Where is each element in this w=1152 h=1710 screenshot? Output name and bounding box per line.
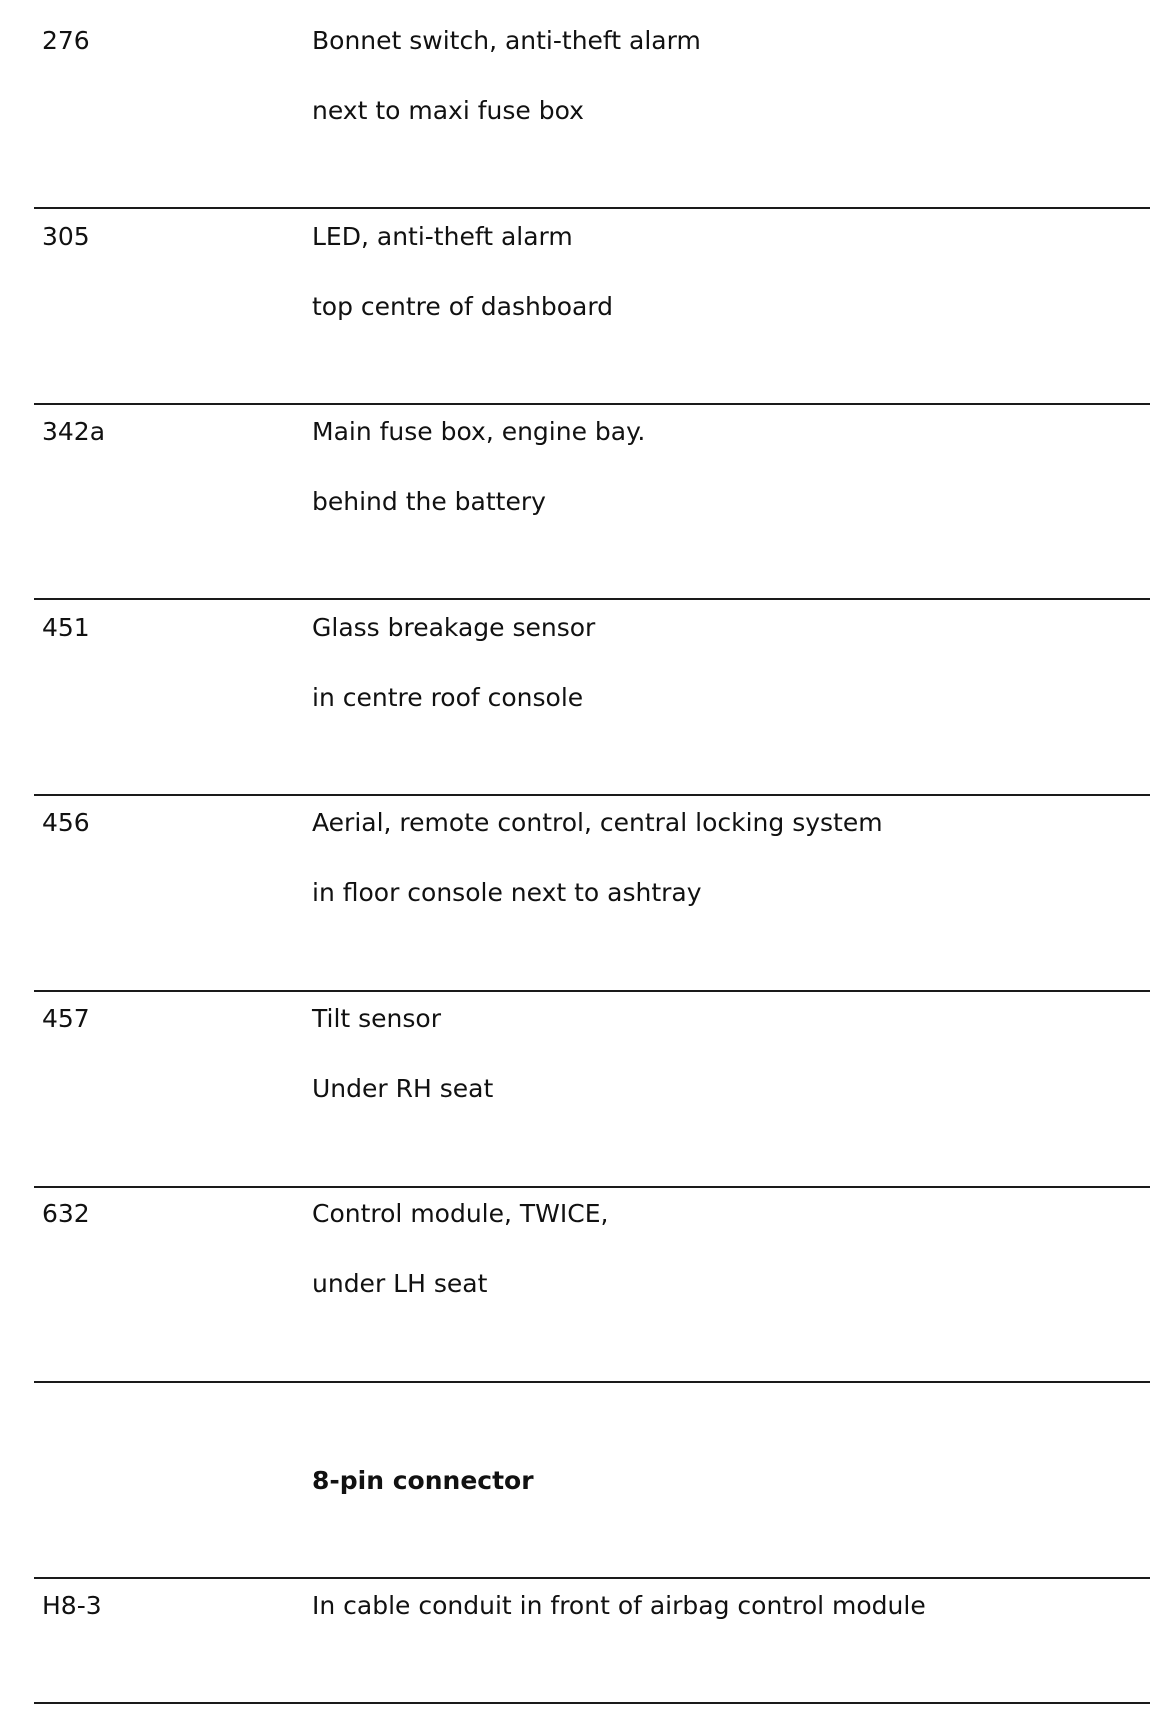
component-location: next to maxi fuse box [312, 96, 584, 125]
component-code: 632 [42, 1199, 90, 1228]
component-description: Bonnet switch, anti-theft alarm [312, 26, 701, 55]
component-code: 457 [42, 1004, 90, 1033]
row-divider [34, 403, 1150, 405]
component-location: in floor console next to ashtray [312, 878, 702, 907]
row-divider [34, 1702, 1150, 1704]
component-code: 456 [42, 808, 90, 837]
connector-description: In cable conduit in front of airbag control module [312, 1591, 926, 1620]
row-divider [34, 1186, 1150, 1188]
component-location: Under RH seat [312, 1074, 494, 1103]
component-location: top centre of dashboard [312, 292, 614, 321]
component-description: Control module, TWICE, [312, 1199, 609, 1228]
component-code: 305 [42, 222, 90, 251]
component-location: behind the battery [312, 487, 546, 516]
component-description: Tilt sensor [312, 1004, 441, 1033]
row-divider [34, 1381, 1150, 1383]
row-divider [34, 207, 1150, 209]
row-divider [34, 1577, 1150, 1579]
connector-code: H8-3 [42, 1591, 102, 1620]
component-description: Main fuse box, engine bay. [312, 417, 646, 446]
row-divider [34, 990, 1150, 992]
component-code: 451 [42, 613, 90, 642]
component-description: Aerial, remote control, central locking system [312, 808, 883, 837]
row-divider [34, 794, 1150, 796]
row-divider [34, 598, 1150, 600]
component-code: 276 [42, 26, 90, 55]
section-heading: 8-pin connector [312, 1466, 534, 1495]
component-code: 342a [42, 417, 106, 446]
component-location: in centre roof console [312, 683, 584, 712]
component-location: under LH seat [312, 1269, 488, 1298]
component-description: Glass breakage sensor [312, 613, 596, 642]
component-description: LED, anti-theft alarm [312, 222, 573, 251]
